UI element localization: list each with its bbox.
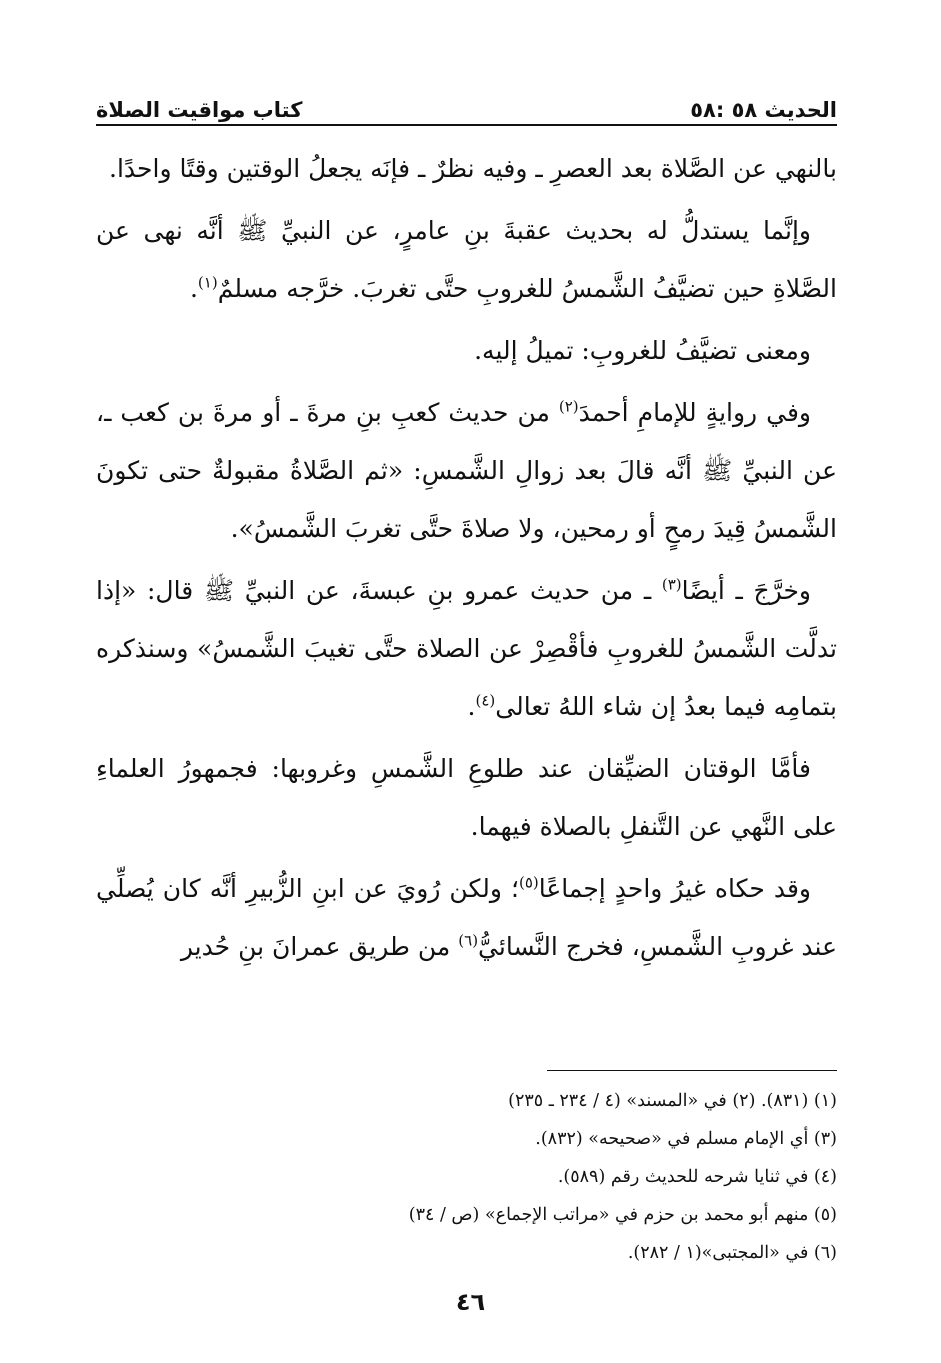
hadith-reference: الحديث ٥٨ :٥٨ bbox=[690, 98, 837, 122]
paragraph-4: وفي روايةٍ للإمامِ أحمدَ$^{(٢)}$ من حديث كعبِ بنِ مرةَ ـ أو مرةَ بن كعب ـ، عن النبيِّ ﷺ أنَّه قالَ بعد زوالِ الشَّمسِ: «ثم الصَّلاةُ مقبولةٌ حتى تكونَ الشَّمسُ قِيدَ رمحٍ أو رمحين، ولا صلاةَ حتَّى تغربَ الشَّمسُ». bbox=[96, 397, 837, 543]
page-number: ٤٦ bbox=[455, 1288, 486, 1316]
footnotes bbox=[96, 1082, 837, 1272]
footnote-line: (١) (٨٣١). (٢) في «المسند» (٤ / ٢٣٤ ـ ٢٣٥) bbox=[508, 1091, 837, 1111]
footnote-line: (٣) أي الإمام مسلم في «صحيحه» (٨٣٢). bbox=[535, 1129, 837, 1149]
paragraph-7: وقد حكاه غيرُ واحدٍ إجماعًا$^{(٥)}$؛ ولكن رُويَ عن ابنِ الزُّبيرِ أنَّه كان يُصلِّي عند غروبِ الشَّمسِ، فخرج النَّسائيُّ$^{(٦)}$ من طريق عمرانَ بنِ حُدير bbox=[96, 873, 837, 961]
footnote-ref: (٤) bbox=[475, 691, 496, 710]
footnote-ref: (٥) bbox=[518, 873, 539, 892]
footnote-ref: (٦) bbox=[458, 931, 479, 950]
book-title: كتاب مواقيت الصلاة bbox=[96, 98, 303, 122]
running-header bbox=[96, 82, 837, 122]
paragraph-6: فأمَّا الوقتان الضيِّقان عند طلوعِ الشَّمسِ وغروبها: فجمهورُ العلماءِ على النَّهي عن التَّنفلِ بالصلاة فيهما. bbox=[96, 754, 837, 841]
paragraph-1: بالنهي عن الصَّلاة بعد العصرِ ـ وفيه نظرٌ ـ فإنَه يجعلُ الوقتين وقتًا واحدًا. bbox=[109, 154, 837, 183]
footnote-line: (٥) منهم أبو محمد بن حزم في «مراتب الإجماع» (ص / ٣٤) bbox=[408, 1205, 837, 1225]
footnote-ref: (٣) bbox=[661, 575, 682, 594]
footnote-divider bbox=[547, 1070, 837, 1071]
footnote-ref: (٢) bbox=[558, 397, 579, 416]
main-text bbox=[96, 140, 837, 980]
header-divider bbox=[96, 124, 837, 126]
footnote-line: (٦) في «المجتبى»(١ / ٢٨٢). bbox=[627, 1243, 837, 1263]
paragraph-2: وإنَّما يستدلُّ له بحديث عقبةَ بنِ عامرٍ، عن النبيِّ ﷺ أنَّه نهى عن الصَّلاةِ حين تضيَّفُ الشَّمسُ للغروبِ حتَّى تغربَ. خرَّجه مسلمٌ$^{(١)}$. bbox=[96, 216, 837, 303]
footnote-line: (٤) في ثنايا شرحه للحديث رقم (٥٨٩). bbox=[557, 1167, 837, 1187]
paragraph-3: ومعنى تضيَّفُ للغروبِ: تميلُ إليه. bbox=[474, 336, 811, 365]
footnote-ref: (١) bbox=[197, 273, 218, 292]
paragraph-5: وخرَّجَ ـ أيضًا$^{(٣)}$ ـ من حديث عمرو بنِ عبسةَ، عن النبيِّ ﷺ قال: «إذا تدلَّت الشَّمسُ للغروبِ فأقْصِرْ عن الصلاة حتَّى تغيبَ الشَّمسُ» وسنذكره بتمامِه فيما بعدُ إن شاء اللهُ تعالى$^{(٤)}$. bbox=[96, 575, 837, 721]
